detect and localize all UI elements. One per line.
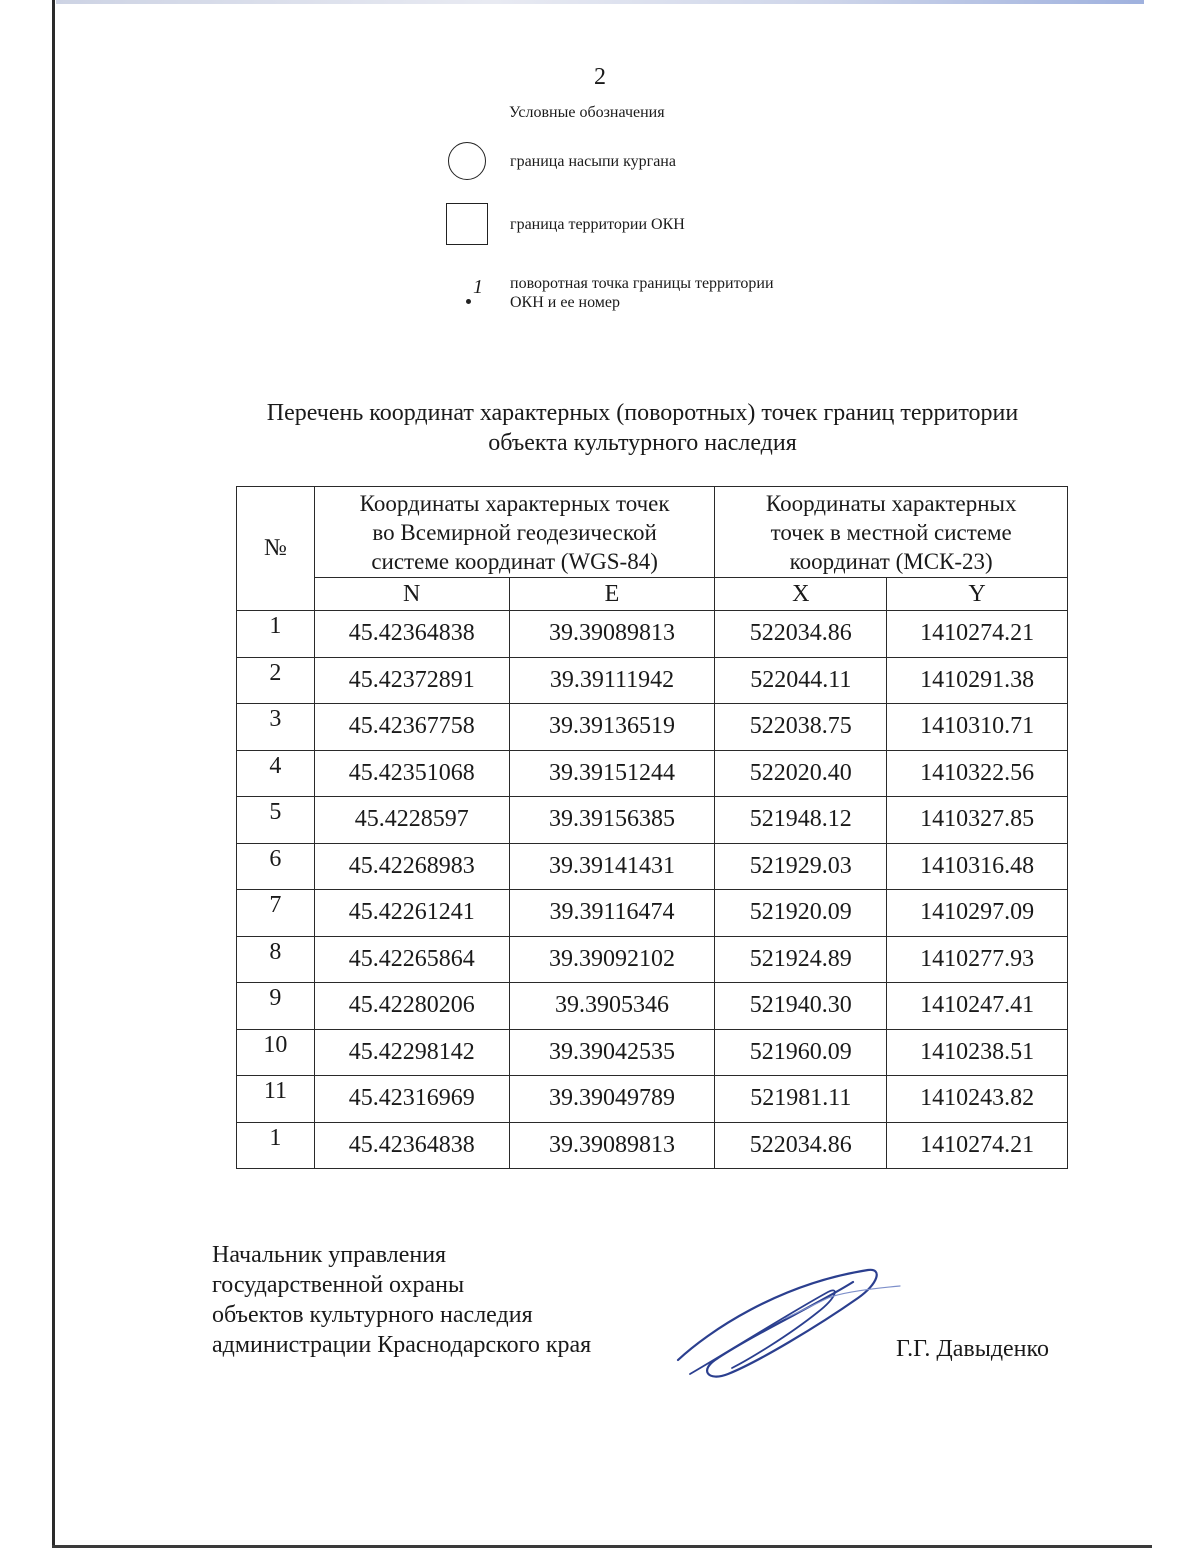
table-caption: Перечень координат характерных (поворотных) точек границ территории объекта культурного наследия — [266, 400, 1019, 456]
cell-e: 39.39116474 — [509, 890, 715, 937]
cell-n: 45.42367758 — [314, 704, 509, 751]
cell-n: 45.42372891 — [314, 657, 509, 704]
cell-e: 39.39151244 — [509, 750, 715, 797]
legend-item-turning-point — [446, 272, 774, 314]
scan-bottom-edge — [52, 1545, 1152, 1548]
coordinates-table — [236, 486, 1068, 1169]
cell-x: 521929.03 — [715, 843, 887, 890]
signer-name: Г.Г. Давыденко — [896, 1336, 1049, 1362]
cell-y: 1410274.21 — [887, 1122, 1068, 1169]
cell-x: 521981.11 — [715, 1076, 887, 1123]
cell-point-number: 3 — [237, 704, 315, 751]
legend-item-label: граница насыпи кургана — [510, 152, 676, 170]
table-row — [237, 843, 1068, 890]
cell-point-number: 7 — [237, 890, 315, 937]
turning-point-marker: 1 — [473, 276, 483, 298]
cell-y: 1410247.41 — [887, 983, 1068, 1030]
scan-left-edge — [52, 0, 55, 1548]
cell-point-number: 10 — [237, 1029, 315, 1076]
turning-point-icon — [446, 272, 488, 314]
table-row — [237, 983, 1068, 1030]
cell-point-number: 11 — [237, 1076, 315, 1123]
cell-e: 39.39042535 — [509, 1029, 715, 1076]
cell-n: 45.42364838 — [314, 1122, 509, 1169]
cell-y: 1410297.09 — [887, 890, 1068, 937]
table-row — [237, 657, 1068, 704]
legend-item-territory — [446, 203, 685, 245]
cell-point-number: 6 — [237, 843, 315, 890]
cell-x: 522034.86 — [715, 1122, 887, 1169]
cell-y: 1410291.38 — [887, 657, 1068, 704]
cell-x: 522038.75 — [715, 704, 887, 751]
cell-point-number: 8 — [237, 936, 315, 983]
column-group-msk23: Координаты характерных точек в местной системе координат (МСК-23) — [715, 487, 1068, 578]
table-row — [237, 704, 1068, 751]
cell-y: 1410243.82 — [887, 1076, 1068, 1123]
cell-point-number: 1 — [237, 611, 315, 658]
cell-point-number: 5 — [237, 797, 315, 844]
cell-n: 45.42265864 — [314, 936, 509, 983]
cell-y: 1410322.56 — [887, 750, 1068, 797]
cell-y: 1410274.21 — [887, 611, 1068, 658]
cell-y: 1410277.93 — [887, 936, 1068, 983]
column-group-wgs84: Координаты характерных точек во Всемирной геодезической системе координат (WGS-84) — [314, 487, 715, 578]
cell-e: 39.39111942 — [509, 657, 715, 704]
legend-item-mound — [446, 140, 676, 182]
scan-top-edge — [56, 0, 1144, 4]
legend-item-label: поворотная точка границы территории ОКН и ее номер — [510, 275, 774, 311]
cell-n: 45.42261241 — [314, 890, 509, 937]
cell-n: 45.4228597 — [314, 797, 509, 844]
cell-x: 522020.40 — [715, 750, 887, 797]
legend-title: Условные обозначения — [509, 104, 665, 121]
cell-point-number: 4 — [237, 750, 315, 797]
cell-y: 1410327.85 — [887, 797, 1068, 844]
cell-e: 39.39136519 — [509, 704, 715, 751]
table-row — [237, 611, 1068, 658]
cell-point-number: 9 — [237, 983, 315, 1030]
handwritten-signature-icon — [668, 1262, 908, 1392]
cell-e: 39.39156385 — [509, 797, 715, 844]
square-outline-icon — [446, 203, 488, 245]
cell-n: 45.42364838 — [314, 611, 509, 658]
cell-e: 39.39141431 — [509, 843, 715, 890]
table-row — [237, 797, 1068, 844]
cell-e: 39.39049789 — [509, 1076, 715, 1123]
column-header-x: X — [715, 578, 887, 611]
cell-n: 45.42268983 — [314, 843, 509, 890]
cell-y: 1410310.71 — [887, 704, 1068, 751]
official-position: Начальник управления государственной охраны объектов культурного наследия администрации Краснодарского края — [212, 1242, 592, 1358]
table-row — [237, 936, 1068, 983]
cell-x: 522044.11 — [715, 657, 887, 704]
column-header-number: № — [237, 487, 315, 611]
cell-x: 521940.30 — [715, 983, 887, 1030]
cell-e: 39.39092102 — [509, 936, 715, 983]
table-row — [237, 1029, 1068, 1076]
legend-item-label: граница территории ОКН — [510, 215, 685, 233]
cell-x: 522034.86 — [715, 611, 887, 658]
cell-n: 45.42298142 — [314, 1029, 509, 1076]
cell-n: 45.42351068 — [314, 750, 509, 797]
cell-point-number: 1 — [237, 1122, 315, 1169]
cell-x: 521948.12 — [715, 797, 887, 844]
cell-point-number: 2 — [237, 657, 315, 704]
cell-e: 39.3905346 — [509, 983, 715, 1030]
cell-n: 45.42316969 — [314, 1076, 509, 1123]
cell-e: 39.39089813 — [509, 611, 715, 658]
cell-x: 521924.89 — [715, 936, 887, 983]
table-row — [237, 1122, 1068, 1169]
cell-y: 1410238.51 — [887, 1029, 1068, 1076]
cell-n: 45.42280206 — [314, 983, 509, 1030]
circle-outline-icon — [446, 140, 488, 182]
column-header-y: Y — [887, 578, 1068, 611]
table-row — [237, 750, 1068, 797]
table-row — [237, 1076, 1068, 1123]
cell-y: 1410316.48 — [887, 843, 1068, 890]
table-row — [237, 890, 1068, 937]
column-header-e: E — [509, 578, 715, 611]
cell-x: 521920.09 — [715, 890, 887, 937]
cell-x: 521960.09 — [715, 1029, 887, 1076]
cell-e: 39.39089813 — [509, 1122, 715, 1169]
page-number: 2 — [594, 64, 606, 90]
column-header-n: N — [314, 578, 509, 611]
